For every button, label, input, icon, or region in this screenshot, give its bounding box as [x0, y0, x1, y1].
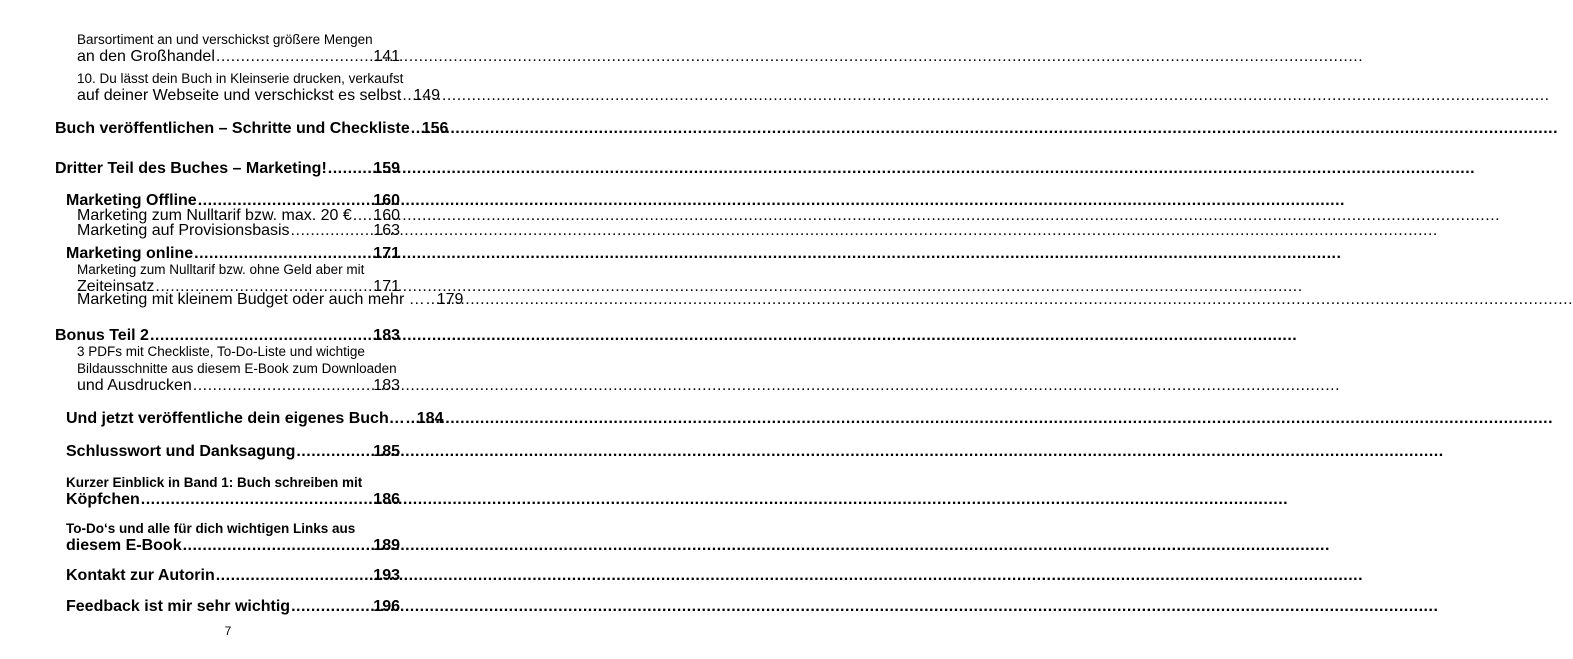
dot-leader	[141, 491, 371, 509]
toc-entry-text: Zeiteinsatz	[77, 278, 155, 295]
toc-entry-text: Kurzer Einblick in Band 1: Buch schreiben mit	[66, 475, 363, 490]
dot-leader	[216, 48, 370, 66]
toc-page-number: 186	[373, 491, 400, 508]
dot-leader	[193, 377, 371, 395]
toc-entry-text: Köpfchen	[66, 491, 140, 508]
toc-page-number: 184	[416, 410, 444, 427]
toc-entry-text: Barsortiment an und verschickst größere Mengen	[77, 32, 373, 47]
toc-page-number: 163	[373, 222, 400, 239]
toc-page-number: 171	[373, 278, 400, 295]
toc-entry-text: auf deiner Webseite und verschickst es selbst	[77, 87, 402, 104]
toc-entry-text: Marketing auf Provisionsbasis	[77, 222, 290, 239]
dot-leader	[402, 87, 410, 105]
toc-entry-dritter-teil[interactable]	[55, 160, 400, 178]
dot-leader	[406, 410, 414, 428]
dot-leader	[216, 567, 371, 585]
dot-leader	[426, 291, 434, 309]
toc-entry-grosshandel[interactable]	[77, 31, 400, 66]
toc-entry-text: Bonus Teil 2	[55, 327, 149, 344]
toc-page-number: 141	[373, 48, 400, 65]
dot-leader	[183, 537, 371, 555]
toc-page-number: 183	[373, 377, 400, 394]
toc-entry-text: Schlusswort und Danksagung	[66, 443, 296, 460]
toc-entry-text: Und jetzt veröffentliche dein eigenes Buch…	[66, 410, 405, 427]
toc-entry-text: To-Do‘s und alle für dich wichtigen Links aus	[66, 521, 356, 536]
toc-page-number: 189	[373, 537, 400, 554]
toc-entry-to-dos-links[interactable]	[66, 520, 400, 555]
toc-entry-text: Marketing online	[66, 245, 194, 262]
dot-leader	[328, 160, 371, 178]
toc-entry-text: Marketing Offline	[66, 192, 197, 209]
toc-entry-schlusswort[interactable]	[66, 443, 400, 461]
toc-entry-kleinserie[interactable]	[77, 70, 441, 105]
toc-entry-buch-veroeffentlichen[interactable]	[55, 120, 449, 138]
toc-entry-einblick-band-1[interactable]	[66, 474, 400, 509]
toc-page-number: 149	[413, 87, 441, 104]
toc-entry-text: 10. Du lässt dein Buch in Kleinserie drucken, verkaufst	[77, 71, 404, 86]
toc-page-number: 196	[373, 598, 400, 615]
toc-entry-text: an den Großhandel	[77, 48, 215, 65]
dot-leader	[296, 443, 370, 461]
toc-entry-provisionsbasis[interactable]	[77, 222, 400, 240]
toc-entry-text: und Ausdrucken	[77, 377, 192, 394]
toc-entry-text: Bildausschnitte aus diesem E-Book zum Downloaden	[77, 361, 397, 376]
dot-leader	[291, 222, 371, 240]
toc-entry-text: Marketing zum Nulltarif bzw. max. 20 €	[77, 207, 352, 224]
dot-leader	[291, 598, 370, 616]
toc-entry-text: Feedback ist mir sehr wichtig	[66, 598, 291, 615]
toc-page-number: 171	[373, 245, 400, 262]
toc-page-number: 193	[373, 567, 400, 584]
toc-page-number: 159	[373, 160, 400, 177]
toc-page-number: 156	[421, 120, 449, 137]
toc-entry-eigenes-buch[interactable]	[66, 410, 444, 428]
toc-entry-text: Marketing mit kleinem Budget oder auch mehr …	[77, 291, 425, 308]
toc-entry-kleines-budget[interactable]	[77, 291, 464, 309]
toc-entry-text: Marketing zum Nulltarif bzw. ohne Geld aber mit	[77, 262, 365, 277]
page-number: 7	[224, 624, 232, 638]
toc-entry-text: Kontakt zur Autorin	[66, 567, 215, 584]
toc-entry-pdfs[interactable]	[77, 343, 400, 395]
toc-page-number: 183	[373, 327, 400, 344]
toc-entry-text: Buch veröffentlichen – Schritte und Checkliste	[55, 120, 410, 137]
document-page	[0, 0, 464, 659]
toc-page-number: 160	[373, 192, 400, 209]
toc-page-number: 160	[373, 207, 400, 224]
toc-page-number: 185	[373, 443, 400, 460]
toc-entry-text: 3 PDFs mit Checkliste, To-Do-Liste und wichtige	[77, 344, 365, 359]
toc-entry-feedback[interactable]	[66, 598, 400, 616]
toc-page-number: 179	[436, 291, 464, 308]
toc-entry-text: Dritter Teil des Buches – Marketing!	[55, 160, 327, 177]
toc-entry-text: diesem E-Book	[66, 537, 182, 554]
dot-leader	[411, 120, 419, 138]
toc-entry-kontakt[interactable]	[66, 567, 400, 585]
